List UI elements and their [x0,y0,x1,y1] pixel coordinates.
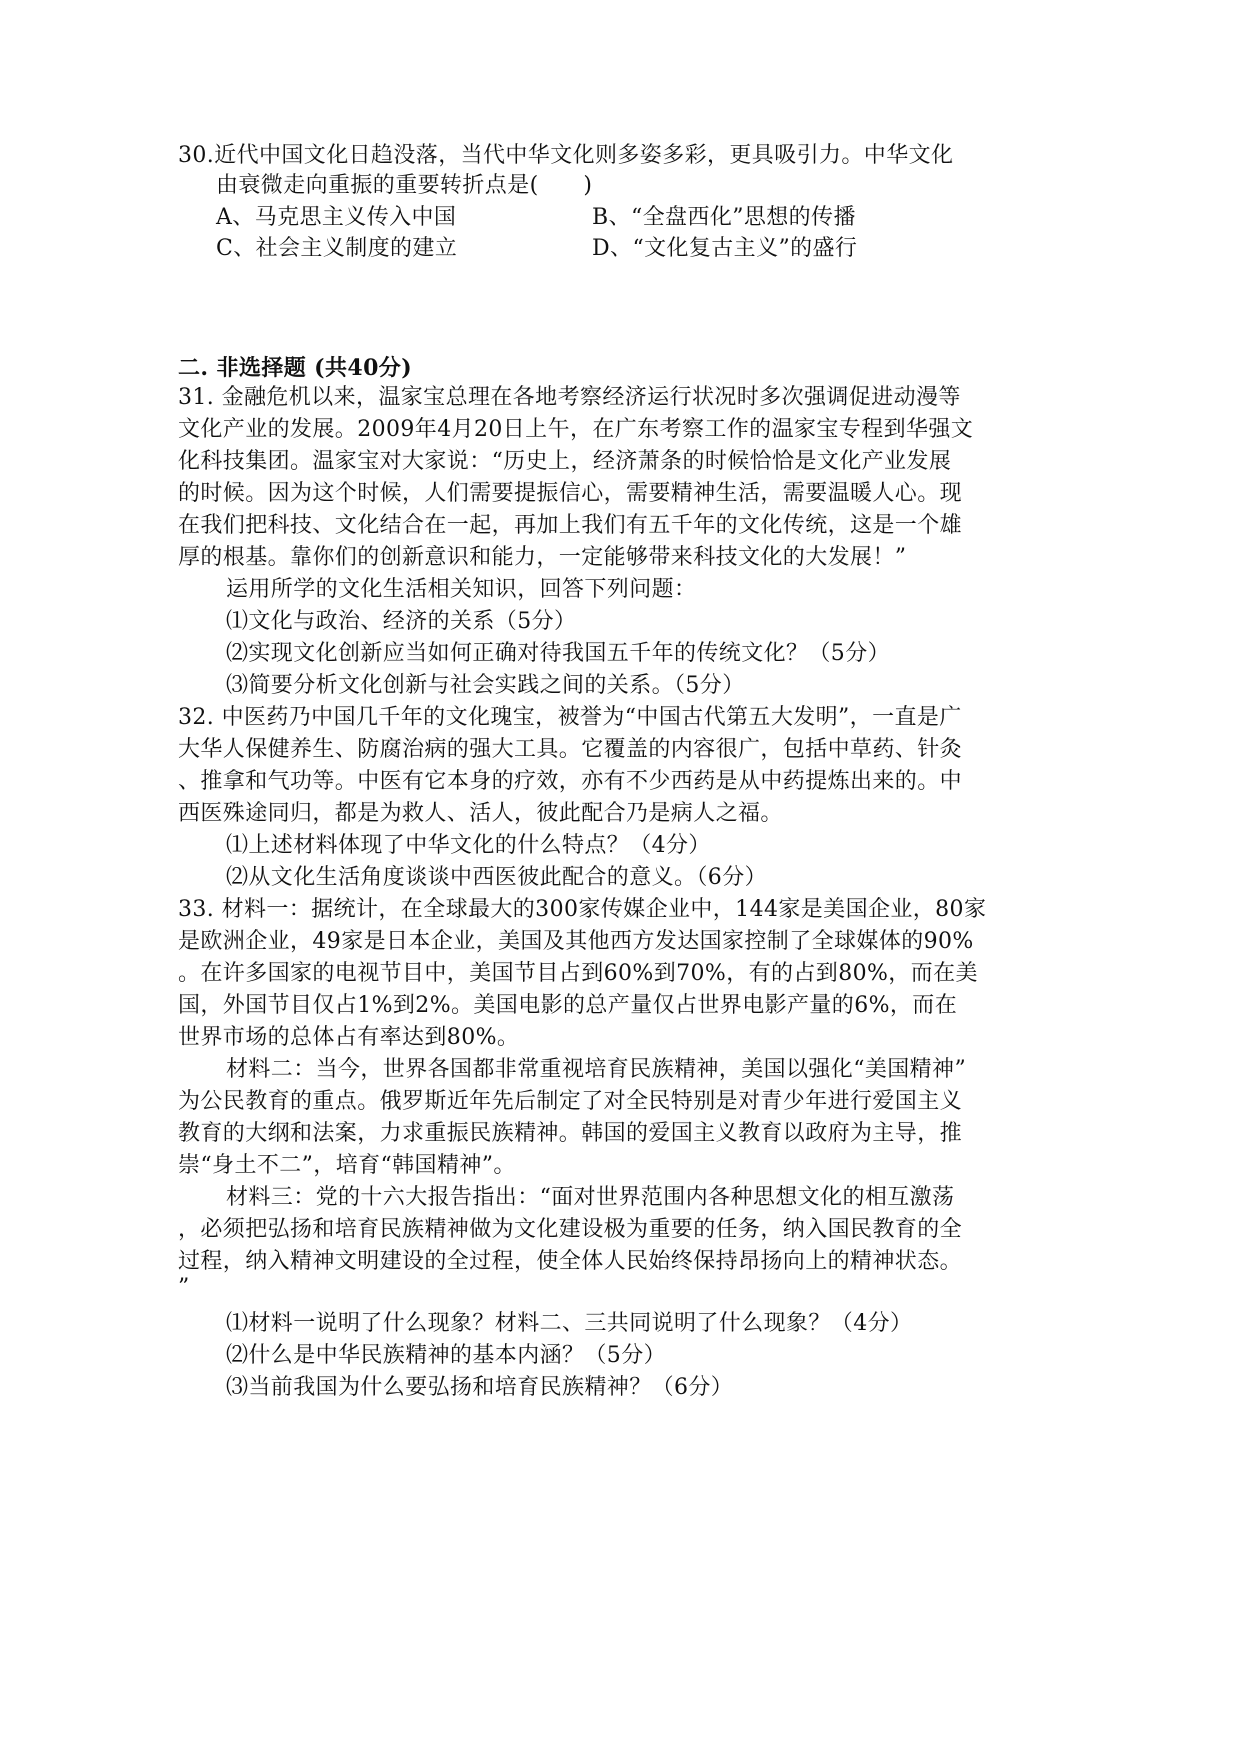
q33-sub-question: ⑵什么是中华民族精神的基本内涵？（5分） [226,1343,666,1368]
q33-material-1-line: 国，外国节目仅占1%到2%。美国电影的总产量仅占世界电影产量的6%，而在 [178,993,958,1018]
q33-material-1-line: 33. 材料一：据统计，在全球最大的300家传媒企业中，144家是美国企业，80家 [178,897,987,922]
q33-material-3-line: 过程，纳入精神文明建设的全过程，使全体人民始终保持昂扬向上的精神状态。 [178,1249,963,1274]
q31-sub-question: ⑵实现文化创新应当如何正确对待我国五千年的传统文化？（5分） [226,641,890,666]
q31-material-line: 在我们把科技、文化结合在一起，再加上我们有五千年的文化传统，这是一个雄 [178,513,963,538]
q33-material-1-line: 世界市场的总体占有率达到80%。 [178,1025,520,1050]
section-2-heading: 二. 非选择题 (共40分) [178,355,413,381]
q30-stem-line-2: 由衰微走向重振的重要转折点是( ) [216,173,593,198]
q32-material-line: 大华人保健养生、防腐治病的强大工具。它覆盖的内容很广，包括中草药、针灸 [178,737,963,762]
q33-material-2-line: 教育的大纲和法案，力求重振民族精神。韩国的爱国主义教育以政府为主导，推 [178,1121,963,1146]
q31-material-line: 的时候。因为这个时候，人们需要提振信心，需要精神生活，需要温暖人心。现 [178,481,963,506]
q30-option-b: B、“全盘西化”思想的传播 [592,205,856,230]
q33-sub-question: ⑶当前我国为什么要弘扬和培育民族精神？（6分） [226,1375,734,1400]
q33-material-3-line: ，必须把弘扬和培育民族精神做为文化建设极为重要的任务，纳入国民教育的全 [178,1217,963,1242]
q33-material-1-line: 是欧洲企业，49家是日本企业，美国及其他西方发达国家控制了全球媒体的90% [178,929,974,954]
q32-material-line: 32. 中医药乃中国几千年的文化瑰宝，被誉为“中国古代第五大发明”，一直是广 [178,705,962,730]
q32-material-line: 西医殊途同归，都是为救人、活人，彼此配合乃是病人之福。 [178,801,783,826]
q33-material-3-line: 材料三：党的十六大报告指出：“面对世界范围内各种思想文化的相互激荡 [226,1185,955,1210]
q31-material-line: 文化产业的发展。2009年4月20日上午，在广东考察工作的温家宝专程到华强文 [178,417,974,442]
q33-material-1-line: 。在许多国家的电视节目中，美国节目占到60%到70%，有的占到80%，而在美 [178,961,978,986]
q30-option-a: A、马克思主义传入中国 [216,205,457,230]
q32-sub-question: ⑴上述材料体现了中华文化的什么特点？（4分） [226,833,711,858]
q31-sub-question: ⑶简要分析文化创新与社会实践之间的关系。（5分） [226,673,745,698]
q33-material-2-line: 为公民教育的重点。俄罗斯近年先后制定了对全民特别是对青少年进行爱国主义 [178,1089,963,1114]
q33-material-2-line: 崇“身土不二”，培育“韩国精神”。 [178,1153,516,1178]
q30-option-d: D、“文化复古主义”的盛行 [592,236,858,261]
q33-sub-question: ⑴材料一说明了什么现象？材料二、三共同说明了什么现象？（4分） [226,1311,913,1336]
q32-sub-question: ⑵从文化生活角度谈谈中西医彼此配合的意义。（6分） [226,865,767,890]
q31-material-line: 31. 金融危机以来，温家宝总理在各地考察经济运行状况时多次强调促进动漫等 [178,385,961,410]
q30-option-c: C、社会主义制度的建立 [216,236,458,261]
q31-sub-question: ⑴文化与政治、经济的关系（5分） [226,609,577,634]
q31-instruction: 运用所学的文化生活相关知识，回答下列问题： [226,577,697,602]
q31-material-line: 厚的根基。靠你们的创新意识和能力，一定能够带来科技文化的大发展！” [178,545,907,570]
q30-stem-line-1: 30.近代中国文化日趋没落，当代中华文化则多姿多彩，更具吸引力。中华文化 [178,143,954,168]
q33-material-3-line: ” [178,1275,190,1300]
q31-material-line: 化科技集团。温家宝对大家说：“历史上，经济萧条的时候恰恰是文化产业发展 [178,449,952,474]
q32-material-line: 、推拿和气功等。中医有它本身的疗效，亦有不少西药是从中药提炼出来的。中 [178,769,963,794]
q33-material-2-line: 材料二：当今，世界各国都非常重视培育民族精神，美国以强化“美国精神” [226,1057,967,1082]
